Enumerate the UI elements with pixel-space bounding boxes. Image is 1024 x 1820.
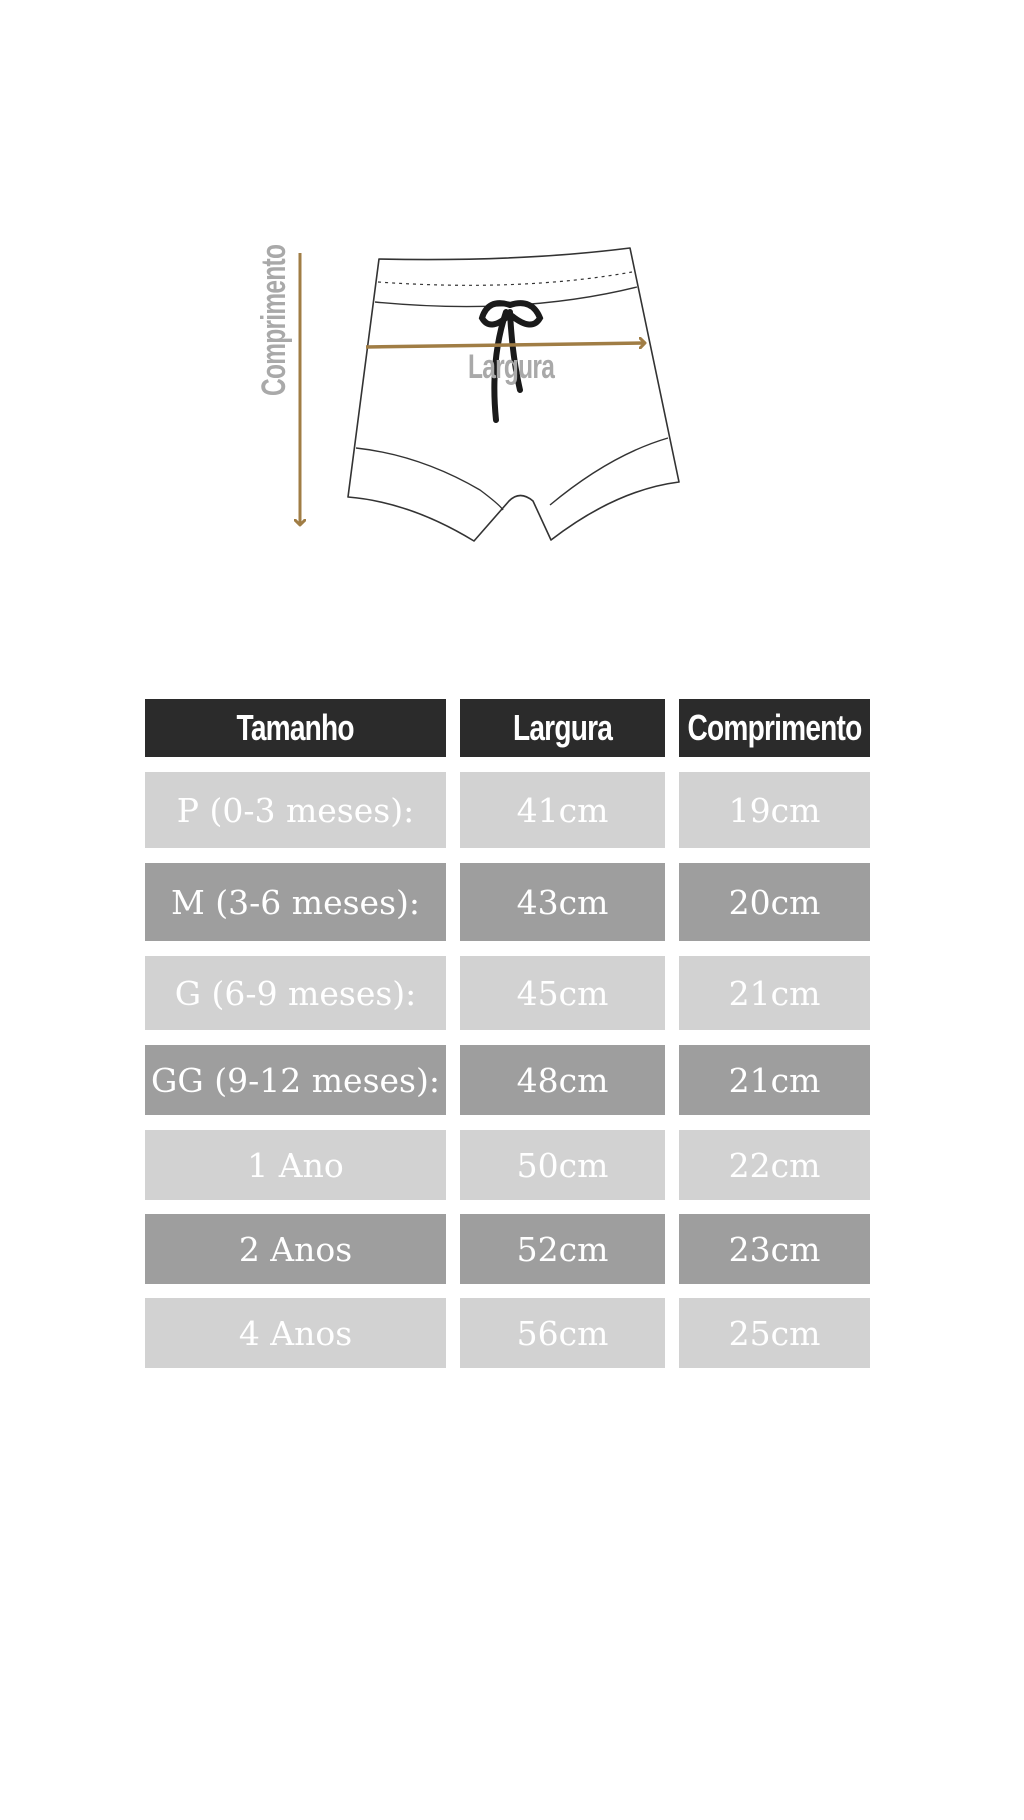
shorts-outline xyxy=(348,248,679,541)
size-cell: GG (9-12 meses): xyxy=(145,1045,446,1115)
length-cell: 23cm xyxy=(679,1214,870,1284)
width-cell: 56cm xyxy=(460,1298,665,1368)
length-cell: 20cm xyxy=(679,863,870,941)
width-cell: 52cm xyxy=(460,1214,665,1284)
column-header-size: Tamanho xyxy=(145,699,446,757)
size-cell: 2 Anos xyxy=(145,1214,446,1284)
size-cell: 1 Ano xyxy=(145,1130,446,1200)
width-cell: 48cm xyxy=(460,1045,665,1115)
length-cell: 25cm xyxy=(679,1298,870,1368)
size-cell: P (0-3 meses): xyxy=(145,772,446,848)
length-label: Comprimento xyxy=(255,244,293,396)
width-cell: 43cm xyxy=(460,863,665,941)
column-header-width: Largura xyxy=(460,699,665,757)
shorts-illustration xyxy=(0,0,1024,600)
size-cell: M (3-6 meses): xyxy=(145,863,446,941)
width-cell: 50cm xyxy=(460,1130,665,1200)
shorts-measurement-diagram xyxy=(0,0,1024,600)
width-cell: 45cm xyxy=(460,956,665,1030)
length-cell: 22cm xyxy=(679,1130,870,1200)
width-cell: 41cm xyxy=(460,772,665,848)
size-cell: G (6-9 meses): xyxy=(145,956,446,1030)
column-header-length: Comprimento xyxy=(679,699,870,757)
length-cell: 19cm xyxy=(679,772,870,848)
width-label: Largura xyxy=(468,348,555,386)
size-cell: 4 Anos xyxy=(145,1298,446,1368)
length-cell: 21cm xyxy=(679,956,870,1030)
length-cell: 21cm xyxy=(679,1045,870,1115)
